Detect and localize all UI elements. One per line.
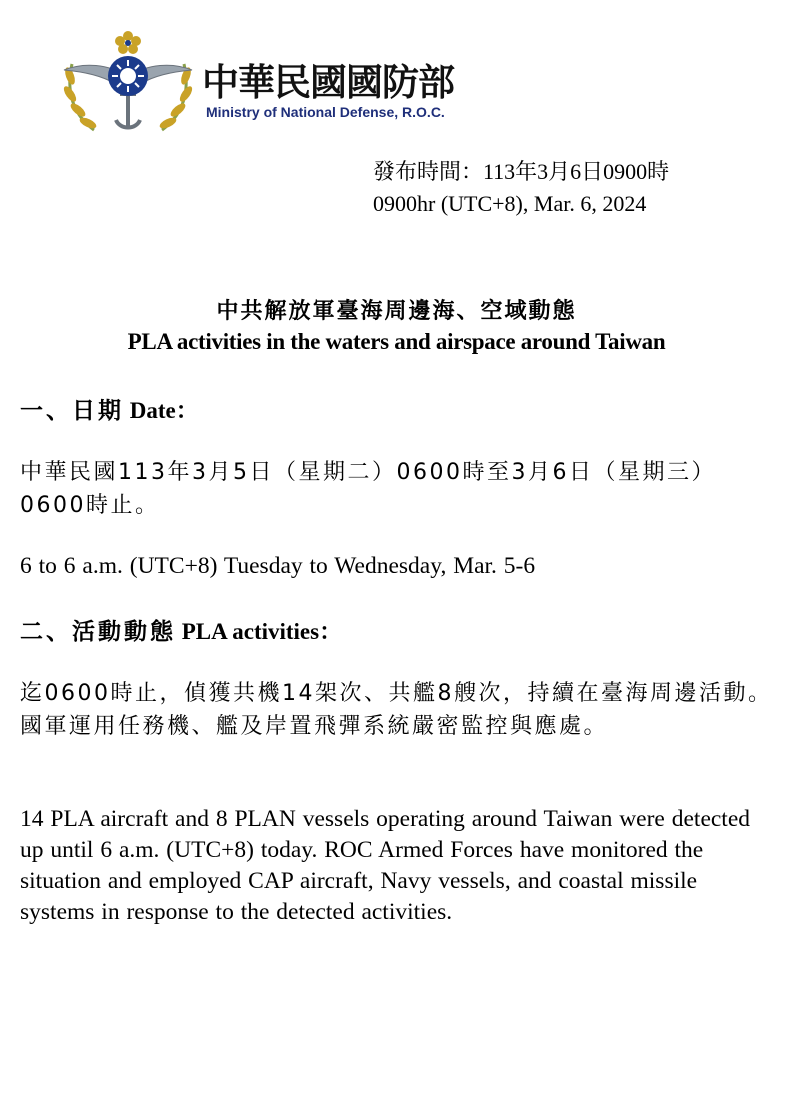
title-zh: 中共解放軍臺海周邊海、空域動態 [216, 299, 577, 324]
section-date-heading-zh: 一、日期 [20, 398, 124, 424]
document-title [0, 296, 793, 356]
section-activities-heading-zh: 二、活動動態 [20, 619, 176, 645]
release-time [373, 156, 669, 220]
section-activities-heading-en: PLA activities： [181, 619, 343, 644]
title-en: PLA activities in the waters and airspace around Taiwan [127, 329, 666, 354]
page-header [58, 28, 518, 140]
section-activities-body-en: 14 PLA aircraft and 8 PLAN vessels operating around Taiwan were detected up until 6 a.m. (UTC+8) today. ROC Armed Forces have monitored the situation and employed CAP aircraft, Navy vessels, and coastal missile systems in response to the detected activities. [20, 806, 751, 925]
release-time-en: 0900hr (UTC+8), Mar. 6, 2024 [373, 191, 647, 216]
mnd-emblem-icon [58, 28, 198, 140]
section-date-body-en: 6 to 6 a.m. (UTC+8) Tuesday to Wednesday, Mar. 5-6 [20, 553, 536, 579]
release-time-zh: 發布時間：113年3月6日0900時 [373, 159, 670, 184]
org-name-zh: 中華民國國防部 [202, 61, 454, 104]
section-activities-heading [20, 613, 342, 646]
section-date-heading-en: Date： [129, 398, 199, 423]
section-activities-body-zh: 迄0600時止，偵獲共機14架次、共艦8艘次，持續在臺海周邊活動。國軍運用任務機、艦及岸置飛彈系統嚴密監控與應處。 [20, 681, 773, 739]
section-date-body-zh: 中華民國113年3月5日（星期二）0600時至3月6日（星期三）0600時止。 [20, 460, 716, 518]
section-date-heading [20, 392, 199, 425]
org-name-en: Ministry of National Defense, R.O.C. [206, 104, 445, 120]
